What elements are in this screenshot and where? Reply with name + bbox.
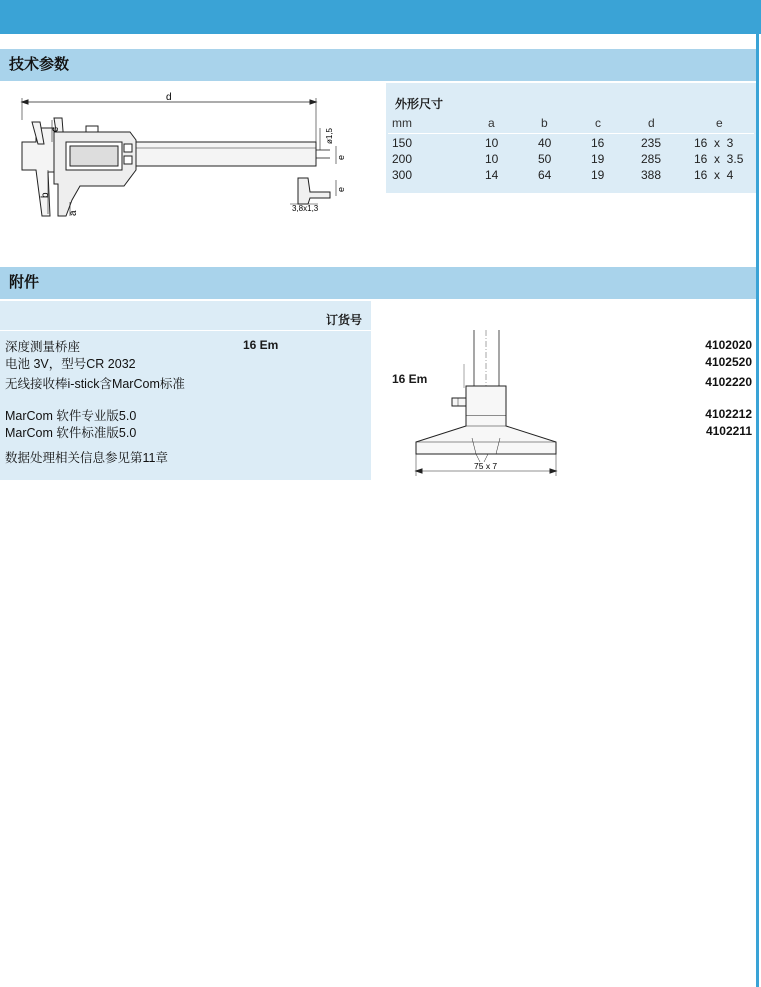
caliper-label-c: c xyxy=(50,127,61,132)
top-bar xyxy=(0,0,761,34)
accessories-table-header xyxy=(0,301,371,331)
dims-cell: 388 xyxy=(641,168,662,182)
dims-cell: 40 xyxy=(538,136,552,150)
dims-col-a: a xyxy=(488,116,495,130)
accessories-section-header xyxy=(0,267,756,299)
dims-cell: 235 xyxy=(641,136,662,150)
dims-col-b: b xyxy=(541,116,548,130)
dims-col-mm: mm xyxy=(392,116,412,130)
dims-divider xyxy=(388,133,754,134)
accessory-name: MarCom 软件标准版5.0 xyxy=(5,426,137,440)
right-border xyxy=(756,34,759,987)
specs-section-header xyxy=(0,49,756,81)
accessory-order-no: 4102020 xyxy=(705,338,752,352)
specs-section-title: 技术参数 xyxy=(9,56,70,73)
caliper-drawing xyxy=(14,88,344,228)
depth-base-label: 16 Em xyxy=(392,372,428,386)
accessory-order-no: 4102520 xyxy=(705,355,752,369)
dims-cell: 300 xyxy=(392,168,413,182)
dims-cell: 16 x 3 xyxy=(694,136,734,150)
accessories-note: 数据处理相关信息参见第11章 xyxy=(5,451,168,465)
accessories-section-title: 附件 xyxy=(9,274,40,291)
depth-base-dimension: 75 x 7 xyxy=(474,461,498,471)
dims-col-e: e xyxy=(716,116,723,130)
dims-cell: 16 xyxy=(591,136,605,150)
caliper-label-b: b xyxy=(40,192,51,198)
caliper-label-probe: 3,8x1,3 xyxy=(292,204,319,213)
accessory-name: MarCom 软件专业版5.0 xyxy=(5,409,137,423)
dims-col-c: c xyxy=(595,116,601,130)
caliper-label-phi: ø1,5 xyxy=(325,127,334,144)
dims-cell: 14 xyxy=(485,168,499,182)
accessory-order-no: 4102220 xyxy=(705,375,752,389)
dims-cell: 10 xyxy=(485,136,499,150)
dims-cell: 64 xyxy=(538,168,552,182)
dims-col-d: d xyxy=(648,116,655,130)
caliper-label-a: a xyxy=(68,210,79,216)
dims-cell: 150 xyxy=(392,136,413,150)
accessory-model: 16 Em xyxy=(243,338,279,352)
dims-cell: 285 xyxy=(641,152,662,166)
order-no-header: 订货号 xyxy=(325,313,362,327)
caliper-label-d: d xyxy=(166,92,172,103)
dims-cell: 10 xyxy=(485,152,499,166)
dims-cell: 16 x 4 xyxy=(694,168,734,182)
accessory-name: 电池 3V，型号CR 2032 xyxy=(5,357,136,371)
dims-cell: 200 xyxy=(392,152,413,166)
accessory-order-no: 4102212 xyxy=(705,407,752,421)
accessory-order-no: 4102211 xyxy=(705,424,752,438)
accessory-name: 无线接收棒i-stick含MarCom标准 xyxy=(5,377,185,391)
accessory-name: 深度测量桥座 xyxy=(5,340,81,354)
dims-cell: 50 xyxy=(538,152,552,166)
dimensions-title: 外形尺寸 xyxy=(395,97,444,111)
caliper-label-e-top: e xyxy=(336,154,346,160)
dims-cell: 19 xyxy=(591,152,605,166)
depth-base-drawing xyxy=(408,330,568,476)
caliper-label-e-bottom: e xyxy=(336,186,346,192)
dims-cell: 16 x 3.5 xyxy=(694,152,744,166)
dims-cell: 19 xyxy=(591,168,605,182)
